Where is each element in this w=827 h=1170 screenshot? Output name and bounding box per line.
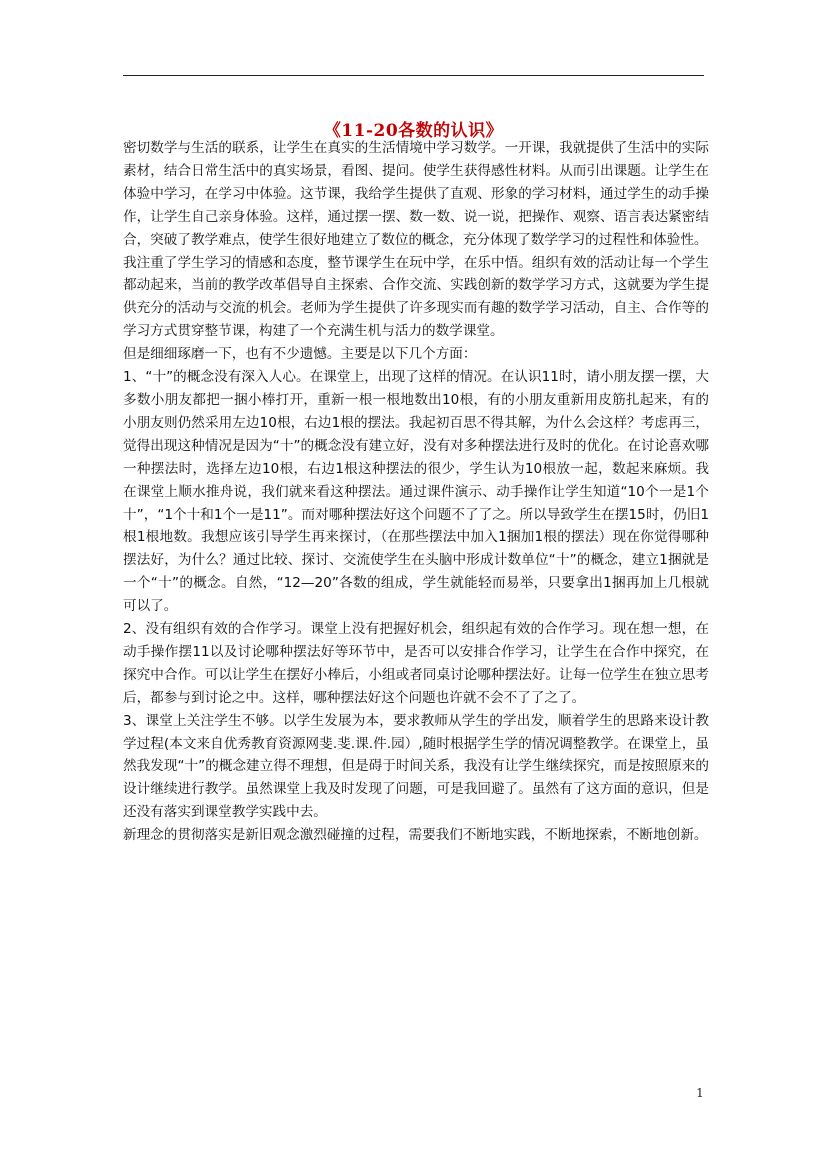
paragraph-point-2: 2、没有组织有效的合作学习。课堂上没有把握好机会，组织起有效的合作学习。现在想一想，在动手操作摆11以及讨论哪种摆法好等环节中，是否可以安排合作学习，让学生在合作中探究，在探究中合作。可以让学生在摆好小棒后，小组或者同桌讨论哪种摆法好。让每一位学生在独立思考后，都参与到讨论之中。这样，哪种摆法好这个问题也许就不会不了了之了。	[123, 621, 709, 706]
page-number: 1	[696, 1086, 704, 1100]
paragraph-regrets-intro: 但是细细琢磨一下，也有不少遗憾。主要是以下几个方面：	[123, 346, 477, 363]
header-rule	[123, 75, 704, 76]
document-body	[123, 137, 709, 847]
paragraph-point-1: 1、“十”的概念没有深入人心。在课堂上，出现了这样的情况。在认识11时，请小朋友摆一摆，大多数小朋友都把一捆小棒打开，重新一根一根地数出10根，有的小朋友重新用皮筋扎起来，有的小朋友则仍然采用左边10根，右边1根的摆法。我起初百思不得其解，为什么会这样？考虑再三，觉得出现这种情况是因为“十”的概念没有建立好，没有对多种摆法进行及时的优化。在讨论喜欢哪一种摆法时，选择左边10根，右边1根这种摆法的很少，学生认为10根放一起，数起来麻烦。我在课堂上顺水推舟说，我们就来看这种摆法。通过课件演示、动手操作让学生知道“10个一是1个十”，“1个十和1个一是11”。而对哪种摆法好这个问题不了了之。所以导致学生在摆15时，仍旧1根1根地数。我想应该引导学生再来探讨，（在那些摆法中加入1捆加1根的摆法）现在你觉得哪种摆法好，为什么？通过比较、探讨、交流使学生在头脑中形成计数单位“十”的概念，建立1捆就是一个“十”的概念。自然，“12—20”各数的组成，学生就能轻而易举，只要拿出1捆再加上几根就可以了。	[123, 369, 709, 615]
paragraph-emotion-attitude: 我注重了学生学习的情感和态度，整节课学生在玩中学，在乐中悟。组织有效的活动让每一个学生都动起来，当前的教学改革倡导自主探索、合作交流、实践创新的数学学习方式，这就要为学生提供充分的活动与交流的机会。老师为学生提供了许多现实而有趣的数学学习活动，自主、合作等的学习方式贯穿整节课，构建了一个充满生机与活力的数学课堂。	[123, 254, 709, 340]
paragraph-intro-life-connection: 密切数学与生活的联系，让学生在真实的生活情境中学习数学。一开课，我就提供了生活中的实际素材，结合日常生活中的真实场景，看图、提问。使学生获得感性材料。从而引出课题。让学生在体验中学习，在学习中体验。这节课，我给学生提供了直观、形象的学习材料，通过学生的动手操作，让学生自己亲身体验。这样，通过摆一摆、数一数、说一说，把操作、观察、语言表达紧密结合，突破了教学难点，使学生很好地建立了数位的概念，充分体现了数学学习的过程性和体验性。	[123, 140, 709, 248]
paragraph-point-3: 3、课堂上关注学生不够。以学生发展为本，要求教师从学生的学出发，顺着学生的思路来设计教学过程(本文来自优秀教育资源网斐.斐.课.件.园）,随时根据学生学的情况调整教学。在课堂上，虽然我发现“十”的概念建立得不理想，但是碍于时间关系，我没有让学生继续探究，而是按照原来的设计继续进行教学。虽然课堂上我及时发现了问题，可是我回避了。虽然有了这方面的意识，但是还没有落实到课堂教学实践中去。	[123, 712, 709, 821]
page-title: 《11-20各数的认识》	[323, 121, 504, 142]
paragraph-conclusion: 新理念的贯彻落实是新旧观念激烈碰撞的过程，需要我们不断地实践，不断地探索，不断地创新。	[123, 827, 708, 844]
